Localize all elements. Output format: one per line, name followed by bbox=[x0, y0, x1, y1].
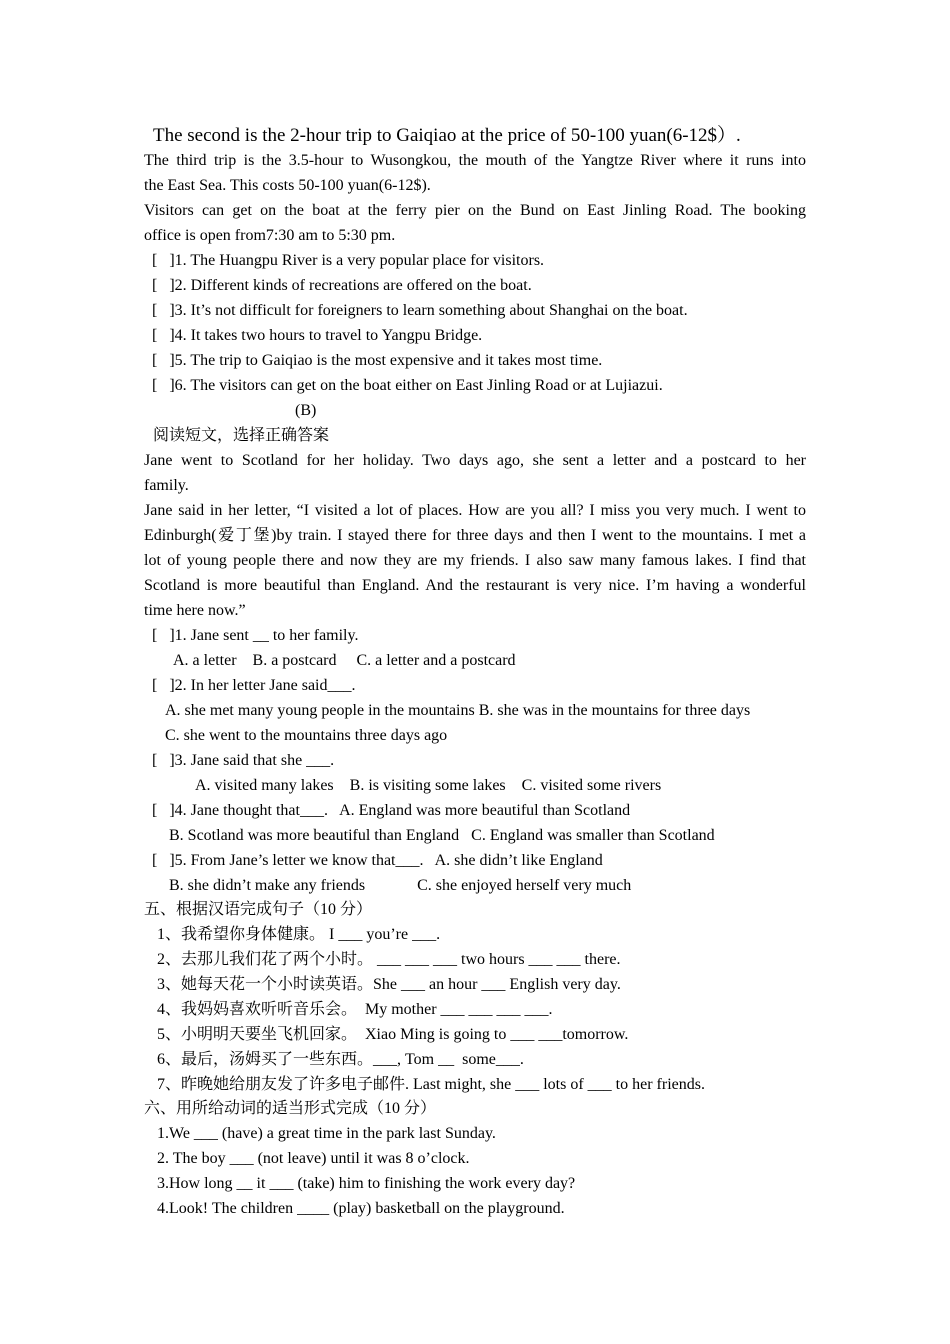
judgement-item-4: [ ]4. It takes two hours to travel to Yangpu Bridge. bbox=[152, 327, 483, 344]
section-5-item-3: 3、她每天花一个小时读英语。She ___ an hour ___ English very day. bbox=[157, 976, 621, 993]
part-b-instruction: 阅读短文，选择正确答案 bbox=[153, 427, 330, 444]
passage-p2-line-2: Edinburgh(爱丁堡)by train. I stayed there for three days and then I went to the mountains. I met a bbox=[144, 527, 806, 544]
question-5: [ ]5. From Jane’s letter we know that___. A. she didn’t like England bbox=[152, 852, 603, 869]
section-5-item-2: 2、去那儿我们花了两个小时。 ___ ___ ___ two hours ___ ___ there. bbox=[157, 951, 621, 968]
trip-second-line: The second is the 2-hour trip to Gaiqiao at the price of 50-100 yuan(6-12$）. bbox=[153, 125, 741, 146]
judgement-item-3: [ ]3. It’s not difficult for foreigners to learn something about Shanghai on the boat. bbox=[152, 302, 688, 319]
passage-p1-line-2: family. bbox=[144, 477, 189, 494]
question-4: [ ]4. Jane thought that___. A. England was more beautiful than Scotland bbox=[152, 802, 631, 819]
question-4-options: B. Scotland was more beautiful than England C. England was smaller than Scotland bbox=[169, 827, 715, 844]
section-5-item-5: 5、小明明天要坐飞机回家。 Xiao Ming is going to ___ ___tomorrow. bbox=[157, 1026, 629, 1043]
visitors-line-2: office is open from7:30 am to 5:30 pm. bbox=[144, 227, 396, 244]
judgement-item-1: [ ]1. The Huangpu River is a very popular place for visitors. bbox=[152, 252, 545, 269]
visitors-line-1: Visitors can get on the boat at the ferry pier on the Bund on East Jinling Road. The booking bbox=[144, 202, 806, 219]
question-2: [ ]2. In her letter Jane said___. bbox=[152, 677, 356, 694]
section-6-item-3: 3.How long __ it ___ (take) him to finishing the work every day? bbox=[157, 1175, 576, 1192]
question-1-options: A. a letter B. a postcard C. a letter and a postcard bbox=[173, 652, 516, 669]
trip-third-line-2: the East Sea. This costs 50-100 yuan(6-12$). bbox=[144, 177, 431, 194]
section-5-item-7: 7、昨晚她给朋友发了许多电子邮件. Last might, she ___ lots of ___ to her friends. bbox=[157, 1076, 705, 1093]
section-6-item-4: 4.Look! The children ____ (play) basketball on the playground. bbox=[157, 1200, 565, 1217]
question-5-options: B. she didn’t make any friends C. she enjoyed herself very much bbox=[169, 877, 632, 894]
section-5-item-1: 1、我希望你身体健康。 I ___ you’re ___. bbox=[157, 926, 441, 943]
question-3: [ ]3. Jane said that she ___. bbox=[152, 752, 335, 769]
judgement-item-6: [ ]6. The visitors can get on the boat either on East Jinling Road or at Lujiazui. bbox=[152, 377, 663, 394]
section-6-item-1: 1.We ___ (have) a great time in the park last Sunday. bbox=[157, 1125, 496, 1142]
passage-p2-line-5: time here now.” bbox=[144, 602, 246, 619]
section-5-item-6: 6、最后，汤姆买了一些东西。___, Tom __ some___. bbox=[157, 1051, 524, 1068]
passage-p2-line-1: Jane said in her letter, “I visited a lot of places. How are you all? I miss you very much. I went to bbox=[144, 502, 806, 519]
section-6-title: 六、用所给动词的适当形式完成（10 分） bbox=[144, 1100, 437, 1117]
passage-p2-line-3: lot of young people there and now they are my friends. I also saw many famous lakes. I find that bbox=[144, 552, 806, 569]
section-5-item-4: 4、我妈妈喜欢听听音乐会。 My mother ___ ___ ___ ___. bbox=[157, 1001, 553, 1018]
question-3-options: A. visited many lakes B. is visiting some lakes C. visited some rivers bbox=[195, 777, 662, 794]
judgement-item-2: [ ]2. Different kinds of recreations are offered on the boat. bbox=[152, 277, 532, 294]
question-1: [ ]1. Jane sent __ to her family. bbox=[152, 627, 359, 644]
section-5-title: 五、根据汉语完成句子（10 分） bbox=[144, 901, 373, 918]
passage-p2-line-4: Scotland is more beautiful than England. And the restaurant is very nice. I’m having a wonderful bbox=[144, 577, 806, 594]
judgement-item-5: [ ]5. The trip to Gaiqiao is the most expensive and it takes most time. bbox=[152, 352, 603, 369]
passage-p1-line-1: Jane went to Scotland for her holiday. Two days ago, she sent a letter and a postcard to her bbox=[144, 452, 806, 469]
question-2-options-a: A. she met many young people in the mountains B. she was in the mountains for three days bbox=[165, 702, 751, 719]
trip-third-line-1: The third trip is the 3.5-hour to Wusongkou, the mouth of the Yangtze River where it runs into bbox=[144, 152, 806, 169]
question-2-options-b: C. she went to the mountains three days ago bbox=[165, 727, 448, 744]
part-b-label: (B) bbox=[295, 402, 317, 419]
section-6-item-2: 2. The boy ___ (not leave) until it was 8 o’clock. bbox=[157, 1150, 470, 1167]
